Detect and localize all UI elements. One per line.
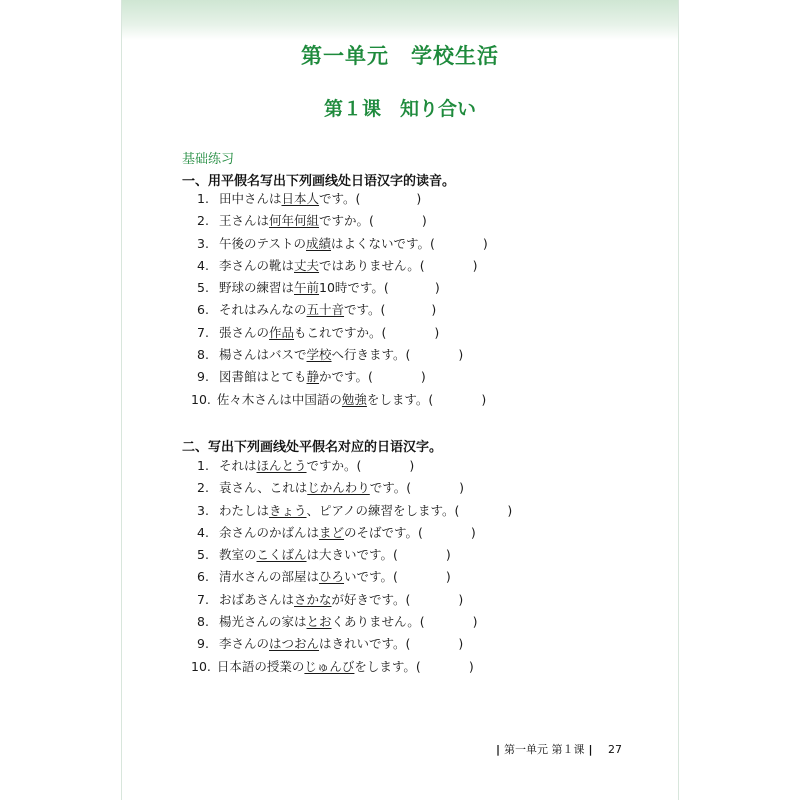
question-item [197, 255, 488, 277]
item-text-before: 田中さんは [219, 191, 282, 206]
underlined-word: とお [306, 614, 332, 630]
item-text-after: へ行きます。( [331, 347, 411, 363]
question-item [197, 322, 488, 344]
item-number: 3. [197, 502, 209, 518]
item-text-before: 楊光さんの家は [219, 614, 307, 630]
header-band [122, 0, 678, 40]
item-text-before: 袁さん、これは [219, 480, 308, 496]
item-number: 2. [197, 213, 209, 229]
item-text-before: 午後のテストの [219, 235, 307, 251]
closing-paren: ) [458, 591, 464, 607]
underlined-word: 作品 [269, 324, 295, 340]
item-number: 1. [197, 458, 209, 473]
item-number: 10. [191, 658, 211, 674]
closing-paren: ) [470, 524, 476, 540]
underlined-word: ひろ [319, 569, 345, 585]
item-number: 4. [197, 524, 209, 540]
question-2-title: 二、写出下列画线处平假名对应的日语汉字。 [182, 440, 443, 455]
question-item [197, 233, 488, 255]
question-item [197, 477, 512, 499]
item-text-before: 李さんの靴は [219, 257, 295, 273]
item-number: 7. [197, 324, 209, 340]
item-text-after: をします。( [366, 391, 434, 407]
question-1-title: 一、用平假名写出下列画线处日语汉字的读音。 [182, 174, 456, 189]
item-number: 4. [197, 257, 209, 273]
underlined-word: ほんとう [256, 458, 307, 473]
item-text-before: 野球の練習は [219, 280, 295, 296]
item-text-after: です。( [344, 302, 386, 318]
question-item [197, 611, 512, 633]
underlined-word: 何年何組 [269, 213, 320, 229]
closing-paren: ) [472, 257, 478, 273]
underlined-word: 学校 [306, 347, 332, 363]
question-item [197, 277, 488, 299]
footer-divider: | [588, 743, 593, 756]
item-text-before: それはみんなの [219, 302, 307, 318]
question-item [197, 344, 488, 366]
question-item [191, 656, 512, 678]
item-text-after: は大きいです。( [306, 547, 398, 563]
item-number: 6. [197, 302, 209, 318]
question-item [197, 500, 512, 522]
item-text-before: 李さんの [219, 636, 270, 652]
item-number: 6. [197, 569, 209, 585]
item-number: 5. [197, 547, 209, 563]
item-text-before: わたしは [219, 502, 270, 518]
section-label: 基础练习 [182, 152, 235, 167]
item-number: 2. [197, 480, 209, 496]
footer-unit: 第一单元 [503, 743, 548, 756]
item-text-after: が好きです。( [331, 591, 411, 607]
question-item [191, 389, 488, 411]
underlined-word: 丈夫 [294, 257, 320, 273]
underlined-word: はつおん [269, 636, 320, 652]
closing-paren: ) [468, 658, 474, 674]
underlined-word: 成績 [306, 235, 332, 251]
item-number: 9. [197, 636, 209, 652]
page-footer [492, 741, 622, 757]
item-text-after: いです。( [344, 569, 398, 585]
item-text-after: 10時です。( [319, 280, 389, 296]
item-text-before: それは [219, 458, 257, 473]
underlined-word: 五十音 [306, 302, 345, 318]
question-item [197, 299, 488, 321]
item-text-before: 教室の [219, 547, 257, 563]
underlined-word: 午前 [294, 280, 320, 296]
underlined-word: じかんわり [307, 480, 370, 496]
item-number: 3. [197, 235, 209, 251]
question-1-list [191, 188, 488, 411]
closing-paren: ) [472, 614, 478, 630]
item-text-after: かです。( [319, 369, 373, 385]
item-number: 8. [197, 614, 209, 630]
page-number: 27 [608, 743, 622, 756]
item-text-before: 清水さんの部屋は [219, 569, 320, 585]
item-text-before: 日本語の授業の [216, 658, 305, 674]
item-text-after: のそばです。( [344, 524, 423, 540]
closing-paren: ) [445, 569, 451, 585]
underlined-word: まど [319, 524, 345, 540]
item-text-before: 張さんの [219, 324, 270, 340]
item-text-after: ではありません。( [319, 257, 425, 273]
underlined-word: こくばん [256, 547, 307, 563]
question-item [197, 633, 512, 655]
item-text-after: 、ピアノの練習をします。( [306, 502, 460, 518]
closing-paren: ) [416, 191, 422, 206]
lesson-title: 第１课 知り合い [323, 98, 476, 120]
underlined-word: 静 [306, 369, 320, 385]
closing-paren: ) [434, 324, 440, 340]
item-text-before: 余さんのかばんは [219, 524, 320, 540]
item-text-before: 王さんは [219, 213, 270, 229]
question-item [197, 188, 488, 210]
item-text-after: です。( [369, 480, 412, 496]
question-item [197, 455, 512, 477]
item-text-after: もこれですか。( [294, 324, 387, 340]
underlined-word: 勉強 [341, 391, 367, 407]
closing-paren: ) [445, 547, 451, 563]
closing-paren: ) [434, 280, 440, 296]
question-item [197, 589, 512, 611]
question-item [197, 210, 488, 232]
textbook-page [121, 0, 679, 800]
item-text-before: おばあさんは [219, 591, 295, 607]
closing-paren: ) [459, 480, 465, 496]
footer-divider: | [495, 743, 500, 756]
item-text-after: はきれいです。( [319, 636, 411, 652]
question-item [197, 566, 512, 588]
item-number: 9. [197, 369, 209, 385]
item-text-after: くありません。( [331, 614, 425, 630]
closing-paren: ) [421, 213, 427, 229]
item-text-before: 佐々木さんは中国語の [216, 391, 342, 407]
item-text-after: はよくないです。( [331, 235, 435, 251]
footer-lesson: 第１课 [551, 743, 585, 756]
question-item [197, 522, 512, 544]
underlined-word: 日本人 [281, 191, 320, 206]
question-item [197, 366, 488, 388]
item-number: 7. [197, 591, 209, 607]
closing-paren: ) [482, 235, 488, 251]
question-2-list [191, 455, 513, 678]
closing-paren: ) [431, 302, 437, 318]
item-text-before: 図書館はとても [219, 369, 307, 385]
closing-paren: ) [481, 391, 487, 407]
item-number: 1. [197, 191, 209, 206]
closing-paren: ) [458, 636, 464, 652]
closing-paren: ) [420, 369, 426, 385]
item-text-after: です。( [319, 191, 361, 206]
item-text-before: 楊さんはバスで [219, 347, 307, 363]
underlined-word: さかな [294, 591, 332, 607]
closing-paren: ) [409, 458, 415, 473]
question-item [197, 544, 512, 566]
underlined-word: きょう [269, 502, 307, 518]
item-number: 8. [197, 347, 209, 363]
unit-title: 第一单元 学校生活 [301, 44, 499, 68]
closing-paren: ) [458, 347, 464, 363]
item-number: 10. [191, 391, 211, 407]
underlined-word: じゅんび [304, 658, 355, 674]
item-number: 5. [197, 280, 209, 296]
item-text-after: をします。( [354, 658, 421, 674]
closing-paren: ) [507, 502, 513, 518]
item-text-after: ですか。( [319, 213, 374, 229]
item-text-after: ですか。( [306, 458, 362, 473]
